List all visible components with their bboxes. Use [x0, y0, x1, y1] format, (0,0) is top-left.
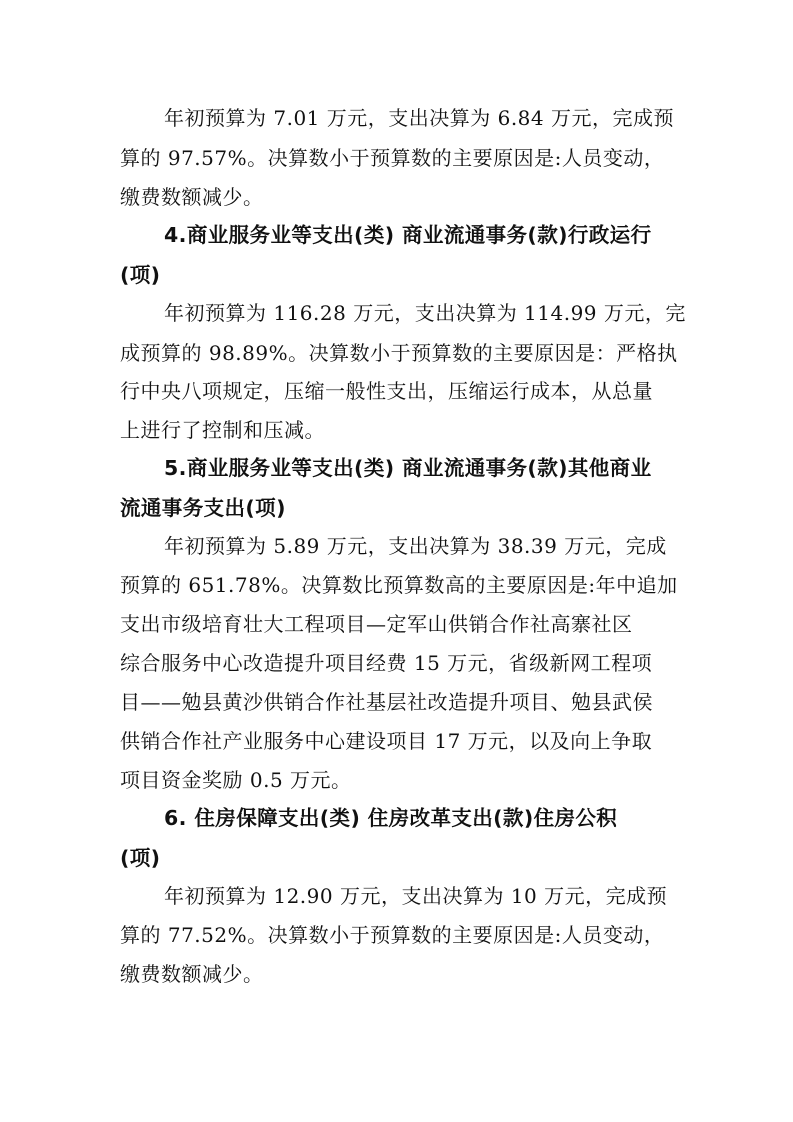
paragraph-line: 行中央八项规定，压缩一般性支出，压缩运行成本，从总量	[120, 379, 653, 403]
section-heading-5-cont: 流通事务支出(项)	[120, 496, 286, 520]
paragraph-line: 缴费数额减少。	[120, 185, 264, 209]
paragraph-line: 目——勉县黄沙供销合作社基层社改造提升项目、勉县武侯	[120, 690, 653, 714]
paragraph-line: 上进行了控制和压减。	[120, 418, 325, 442]
paragraph-line: 供销合作社产业服务中心建设项目 17 万元，以及向上争取	[120, 729, 653, 753]
paragraph-line: 算的 97.57%。决算数小于预算数的主要原因是:人员变动，	[120, 146, 665, 170]
paragraph-line: 年初预算为 116.28 万元，支出决算为 114.99 万元，完	[164, 301, 686, 325]
section-heading-5: 5.商业服务业等支出(类) 商业流通事务(款)其他商业	[164, 456, 652, 480]
paragraph-line: 年初预算为 5.89 万元，支出决算为 38.39 万元，完成	[164, 534, 667, 558]
section-heading-4-cont: (项)	[120, 263, 161, 287]
paragraph-line: 缴费数额减少。	[120, 962, 264, 986]
paragraph-line: 项目资金奖励 0.5 万元。	[120, 768, 352, 792]
paragraph-line: 年初预算为 12.90 万元，支出决算为 10 万元，完成预	[164, 884, 668, 908]
section-heading-4: 4.商业服务业等支出(类) 商业流通事务(款)行政运行	[164, 223, 652, 247]
paragraph-line: 综合服务中心改造提升项目经费 15 万元，省级新网工程项	[120, 651, 653, 675]
paragraph-line: 预算的 651.78%。决算数比预算数高的主要原因是:年中追加	[120, 573, 678, 597]
paragraph-line: 成预算的 98.89%。决算数小于预算数的主要原因是：严格执	[120, 341, 678, 365]
paragraph-line: 支出市级培育壮大工程项目—定军山供销合作社高寨社区	[120, 612, 633, 636]
section-heading-6: 6. 住房保障支出(类) 住房改革支出(款)住房公积	[164, 806, 618, 830]
paragraph-line: 算的 77.52%。决算数小于预算数的主要原因是:人员变动，	[120, 923, 665, 947]
paragraph-line: 年初预算为 7.01 万元，支出决算为 6.84 万元，完成预	[164, 106, 674, 130]
section-heading-6-cont: (项)	[120, 846, 161, 870]
